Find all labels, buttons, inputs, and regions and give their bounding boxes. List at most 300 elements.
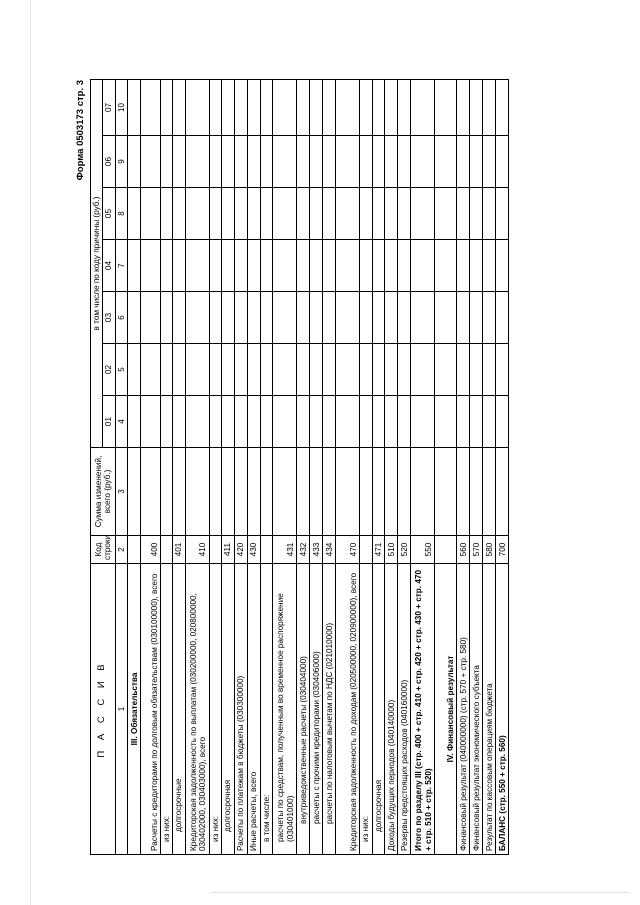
table-row xyxy=(234,79,247,854)
reason-cell xyxy=(185,396,209,448)
total-cell xyxy=(397,448,410,536)
reason-cell xyxy=(456,79,469,135)
reason-cell xyxy=(397,292,410,344)
total-cell xyxy=(273,448,297,536)
reason-cell xyxy=(141,344,161,396)
reason-cell xyxy=(209,344,221,396)
reason-cell xyxy=(247,79,260,135)
reason-cell xyxy=(310,136,323,188)
table-row xyxy=(128,79,141,854)
column-number: 7 xyxy=(115,240,127,292)
form-reference: Форма 0503173 стр. 3 xyxy=(75,80,86,181)
reason-cell xyxy=(336,396,360,448)
reason-cell xyxy=(482,136,495,188)
reason-cell xyxy=(234,344,247,396)
reason-cell xyxy=(161,344,173,396)
reason-cell xyxy=(297,344,310,396)
row-label: из них: xyxy=(161,564,173,855)
row-code xyxy=(360,536,372,564)
reason-cell xyxy=(185,292,209,344)
reason-cell xyxy=(469,240,482,292)
row-label: Доходы будущих периодов (040140000) xyxy=(384,564,397,855)
reason-cell xyxy=(273,396,297,448)
reason-cell xyxy=(260,396,272,448)
table-row xyxy=(297,79,310,854)
row-code: 400 xyxy=(141,536,161,564)
table-body xyxy=(128,79,509,854)
reason-cell xyxy=(310,79,323,135)
reason-cell xyxy=(209,396,221,448)
reason-cell xyxy=(434,396,456,448)
row-label: Финансовый результат экономического субъекта xyxy=(469,564,482,855)
total-cell xyxy=(456,448,469,536)
row-label: долгосрочные xyxy=(173,564,185,855)
col-header-code: Код строки xyxy=(91,536,116,564)
reason-cell xyxy=(434,240,456,292)
reason-cell xyxy=(247,396,260,448)
reason-cell xyxy=(469,136,482,188)
row-label: расчеты с прочими кредиторами (030406000) xyxy=(310,564,323,855)
table-row xyxy=(495,79,508,854)
total-cell xyxy=(234,448,247,536)
total-cell xyxy=(128,448,141,536)
reason-cell xyxy=(323,79,336,135)
reason-cell xyxy=(128,396,141,448)
reason-cell xyxy=(336,344,360,396)
table-row xyxy=(260,79,272,854)
row-label: Кредиторская задолженность по доходам (020500000, 020900000), всего xyxy=(336,564,360,855)
table-row xyxy=(397,79,410,854)
total-cell xyxy=(185,448,209,536)
reason-cell xyxy=(410,240,434,292)
row-code: 510 xyxy=(384,536,397,564)
total-cell xyxy=(222,448,234,536)
reason-cell xyxy=(434,79,456,135)
total-cell xyxy=(209,448,221,536)
reason-code-header: 05 xyxy=(103,188,115,240)
table-row xyxy=(456,79,469,854)
header-row-1 xyxy=(91,79,103,854)
reason-code-header: 04 xyxy=(103,240,115,292)
reason-cell xyxy=(161,240,173,292)
reason-cell xyxy=(310,396,323,448)
row-label: долгосрочная xyxy=(222,564,234,855)
reason-cell xyxy=(336,136,360,188)
reason-cell xyxy=(234,292,247,344)
table-row xyxy=(141,79,161,854)
reason-cell xyxy=(336,188,360,240)
reason-cell xyxy=(372,136,384,188)
reason-cell xyxy=(310,344,323,396)
reason-cell xyxy=(234,396,247,448)
row-label: расчеты по налоговым вычетам по НДС (021010000) xyxy=(323,564,336,855)
reason-cell xyxy=(434,292,456,344)
table-row xyxy=(434,79,456,854)
reason-cell xyxy=(297,292,310,344)
reason-cell xyxy=(222,188,234,240)
column-number: 8 xyxy=(115,188,127,240)
reason-cell xyxy=(360,240,372,292)
reason-cell xyxy=(222,240,234,292)
row-label: Финансовый результат (040000000) (стр. 570 + стр. 580) xyxy=(456,564,469,855)
reason-cell xyxy=(372,240,384,292)
row-label: из них: xyxy=(209,564,221,855)
reason-cell xyxy=(372,344,384,396)
reason-cell xyxy=(273,344,297,396)
reason-cell xyxy=(222,396,234,448)
row-code: 471 xyxy=(372,536,384,564)
row-code xyxy=(128,536,141,564)
reason-cell xyxy=(384,396,397,448)
table-row xyxy=(360,79,372,854)
table-row xyxy=(185,79,209,854)
table-row xyxy=(323,79,336,854)
reason-cell xyxy=(482,292,495,344)
row-label: Итого по разделу III (стр. 400 + стр. 410 + стр. 420 + стр. 430 + стр. 470 + стр. 510 + стр. 520) xyxy=(410,564,434,855)
reason-cell xyxy=(209,188,221,240)
reason-cell xyxy=(222,292,234,344)
row-label: Иные расчеты, всего xyxy=(247,564,260,855)
reason-cell xyxy=(173,136,185,188)
reason-cell xyxy=(482,396,495,448)
total-cell xyxy=(482,448,495,536)
reason-cell xyxy=(222,79,234,135)
reason-cell xyxy=(173,344,185,396)
reason-cell xyxy=(410,344,434,396)
row-label: расчеты по средствам, полученным во временное распоряжение (030401000) xyxy=(273,564,297,855)
reason-cell xyxy=(247,292,260,344)
row-code xyxy=(209,536,221,564)
row-label: внутриведомственные расчеты (030404000) xyxy=(297,564,310,855)
table-row xyxy=(482,79,495,854)
reason-cell xyxy=(469,188,482,240)
reason-cell xyxy=(273,188,297,240)
reason-cell xyxy=(495,79,508,135)
reason-cell xyxy=(360,136,372,188)
reason-code-header: 07 xyxy=(103,79,115,135)
row-code: 570 xyxy=(469,536,482,564)
reason-cell xyxy=(372,188,384,240)
reason-cell xyxy=(234,240,247,292)
reason-cell xyxy=(482,79,495,135)
reason-cell xyxy=(456,240,469,292)
reason-cell xyxy=(297,240,310,292)
reason-cell xyxy=(128,136,141,188)
table-row xyxy=(384,79,397,854)
reason-cell xyxy=(456,136,469,188)
reason-cell xyxy=(410,292,434,344)
reason-cell xyxy=(323,188,336,240)
row-code: 560 xyxy=(456,536,469,564)
reason-cell xyxy=(482,240,495,292)
reason-cell xyxy=(397,79,410,135)
reason-cell xyxy=(173,188,185,240)
reason-cell xyxy=(360,188,372,240)
row-label: в том числе: xyxy=(260,564,272,855)
reason-cell xyxy=(173,79,185,135)
total-cell xyxy=(141,448,161,536)
reason-cell xyxy=(128,79,141,135)
row-label: Резервы предстоящих расходов (040160000) xyxy=(397,564,410,855)
reason-cell xyxy=(310,240,323,292)
row-code: 431 xyxy=(273,536,297,564)
reason-cell xyxy=(173,240,185,292)
reason-cell xyxy=(273,240,297,292)
reason-cell xyxy=(260,188,272,240)
row-code: 550 xyxy=(410,536,434,564)
reason-cell xyxy=(434,136,456,188)
row-code: 432 xyxy=(297,536,310,564)
row-code: 580 xyxy=(482,536,495,564)
row-code xyxy=(260,536,272,564)
reason-cell xyxy=(247,188,260,240)
table-row xyxy=(469,79,482,854)
reason-cell xyxy=(185,240,209,292)
table-row xyxy=(336,79,360,854)
reason-cell xyxy=(434,344,456,396)
reason-cell xyxy=(161,188,173,240)
row-code: 433 xyxy=(310,536,323,564)
reason-cell xyxy=(456,344,469,396)
column-number: 2 xyxy=(115,536,127,564)
row-code: 470 xyxy=(336,536,360,564)
reason-cell xyxy=(273,136,297,188)
reason-cell xyxy=(469,344,482,396)
reason-cell xyxy=(410,79,434,135)
reason-cell xyxy=(173,396,185,448)
column-number: 4 xyxy=(115,396,127,448)
reason-cell xyxy=(141,188,161,240)
reason-cell xyxy=(495,292,508,344)
total-cell xyxy=(434,448,456,536)
row-label: IV. Финансовый результат xyxy=(434,564,456,855)
reason-cell xyxy=(323,396,336,448)
reason-cell xyxy=(173,292,185,344)
reason-cell xyxy=(360,79,372,135)
reason-cell xyxy=(495,344,508,396)
total-cell xyxy=(173,448,185,536)
reason-cell xyxy=(397,344,410,396)
reason-cell xyxy=(372,79,384,135)
reason-code-header: 01 xyxy=(103,396,115,448)
table-row xyxy=(273,79,297,854)
table-row xyxy=(173,79,185,854)
total-cell xyxy=(297,448,310,536)
reason-cell xyxy=(209,79,221,135)
reason-cell xyxy=(209,240,221,292)
total-cell xyxy=(247,448,260,536)
reason-cell xyxy=(495,396,508,448)
reason-cell xyxy=(469,79,482,135)
row-label: долгосрочная xyxy=(372,564,384,855)
reason-cell xyxy=(234,79,247,135)
row-code: 700 xyxy=(495,536,508,564)
total-cell xyxy=(469,448,482,536)
table-row xyxy=(372,79,384,854)
column-number: 1 xyxy=(115,564,127,855)
row-label: Расчеты по платежам в бюджеты (030300000) xyxy=(234,564,247,855)
reason-cell xyxy=(469,396,482,448)
reason-cell xyxy=(360,396,372,448)
reason-cell xyxy=(260,240,272,292)
total-cell xyxy=(495,448,508,536)
column-number-row xyxy=(115,79,127,854)
column-number: 5 xyxy=(115,344,127,396)
reason-cell xyxy=(397,396,410,448)
reason-cell xyxy=(372,396,384,448)
reason-cell xyxy=(456,188,469,240)
reason-cell xyxy=(384,240,397,292)
row-label: Кредиторская задолженность по выплатам (030200000, 020800000, 030402000, 030403000), всего xyxy=(185,564,209,855)
reason-cell xyxy=(434,188,456,240)
column-number: 9 xyxy=(115,136,127,188)
reason-cell xyxy=(141,136,161,188)
scan-edge xyxy=(210,892,630,893)
rotated-form-sheet xyxy=(75,80,545,855)
reason-cell xyxy=(234,136,247,188)
reason-cell xyxy=(234,188,247,240)
reason-cell xyxy=(222,344,234,396)
row-label: БАЛАНС (стр. 550 + стр. 560) xyxy=(495,564,508,855)
reason-cell xyxy=(410,136,434,188)
row-code xyxy=(434,536,456,564)
reason-cell xyxy=(469,292,482,344)
col-header-group: в том числе по коду причины (руб.) xyxy=(91,79,103,447)
liabilities-table xyxy=(90,79,509,855)
reason-cell xyxy=(247,240,260,292)
reason-cell xyxy=(128,292,141,344)
reason-cell xyxy=(297,396,310,448)
scan-edge xyxy=(30,0,31,905)
row-label: Результат по кассовым операциям бюджета xyxy=(482,564,495,855)
reason-cell xyxy=(456,292,469,344)
row-code: 401 xyxy=(173,536,185,564)
reason-cell xyxy=(410,396,434,448)
reason-cell xyxy=(384,344,397,396)
row-label: из них: xyxy=(360,564,372,855)
reason-cell xyxy=(260,292,272,344)
table-row xyxy=(410,79,434,854)
total-cell xyxy=(360,448,372,536)
total-cell xyxy=(384,448,397,536)
reason-cell xyxy=(297,136,310,188)
reason-cell xyxy=(495,240,508,292)
reason-cell xyxy=(222,136,234,188)
reason-cell xyxy=(360,344,372,396)
reason-cell xyxy=(141,79,161,135)
reason-cell xyxy=(323,344,336,396)
reason-cell xyxy=(336,240,360,292)
reason-cell xyxy=(161,396,173,448)
reason-cell xyxy=(482,344,495,396)
reason-cell xyxy=(336,292,360,344)
reason-cell xyxy=(128,344,141,396)
total-cell xyxy=(323,448,336,536)
reason-cell xyxy=(247,136,260,188)
row-label: III. Обязательства xyxy=(128,564,141,855)
row-code: 410 xyxy=(185,536,209,564)
reason-cell xyxy=(128,188,141,240)
reason-cell xyxy=(161,79,173,135)
reason-cell xyxy=(456,396,469,448)
total-cell xyxy=(260,448,272,536)
reason-cell xyxy=(161,292,173,344)
total-cell xyxy=(161,448,173,536)
column-number: 3 xyxy=(115,448,127,536)
reason-code-header: 02 xyxy=(103,344,115,396)
reason-cell xyxy=(384,188,397,240)
table-row xyxy=(310,79,323,854)
reason-cell xyxy=(397,136,410,188)
row-code: 411 xyxy=(222,536,234,564)
reason-cell xyxy=(209,136,221,188)
reason-code-header: 06 xyxy=(103,136,115,188)
reason-cell xyxy=(128,240,141,292)
reason-cell xyxy=(323,240,336,292)
reason-cell xyxy=(372,292,384,344)
reason-cell xyxy=(310,188,323,240)
reason-cell xyxy=(397,240,410,292)
column-number: 10 xyxy=(115,79,127,135)
row-code xyxy=(161,536,173,564)
table-row xyxy=(222,79,234,854)
col-header-total: Сумма изменений, всего (руб.) xyxy=(91,448,116,536)
reason-cell xyxy=(185,188,209,240)
reason-cell xyxy=(141,396,161,448)
row-code: 430 xyxy=(247,536,260,564)
reason-cell xyxy=(323,292,336,344)
reason-cell xyxy=(495,136,508,188)
table-row xyxy=(247,79,260,854)
reason-cell xyxy=(141,292,161,344)
reason-code-header: 03 xyxy=(103,292,115,344)
reason-cell xyxy=(273,79,297,135)
reason-cell xyxy=(397,188,410,240)
column-number: 6 xyxy=(115,292,127,344)
table-row xyxy=(209,79,221,854)
reason-cell xyxy=(209,292,221,344)
reason-cell xyxy=(161,136,173,188)
col-header-name: П А С С И В xyxy=(91,564,116,855)
total-cell xyxy=(310,448,323,536)
reason-cell xyxy=(384,79,397,135)
reason-cell xyxy=(482,188,495,240)
total-cell xyxy=(410,448,434,536)
reason-cell xyxy=(260,79,272,135)
reason-cell xyxy=(360,292,372,344)
reason-cell xyxy=(247,344,260,396)
reason-cell xyxy=(384,292,397,344)
reason-cell xyxy=(323,136,336,188)
reason-cell xyxy=(185,79,209,135)
reason-cell xyxy=(297,188,310,240)
reason-cell xyxy=(273,292,297,344)
total-cell xyxy=(336,448,360,536)
row-label: Расчеты с кредиторами по долговым обязательствам (030100000), всего xyxy=(141,564,161,855)
reason-cell xyxy=(141,240,161,292)
reason-cell xyxy=(310,292,323,344)
reason-cell xyxy=(384,136,397,188)
row-code: 420 xyxy=(234,536,247,564)
reason-cell xyxy=(410,188,434,240)
row-code: 520 xyxy=(397,536,410,564)
reason-cell xyxy=(185,344,209,396)
reason-cell xyxy=(336,79,360,135)
reason-cell xyxy=(260,344,272,396)
reason-cell xyxy=(297,79,310,135)
total-cell xyxy=(372,448,384,536)
reason-cell xyxy=(260,136,272,188)
